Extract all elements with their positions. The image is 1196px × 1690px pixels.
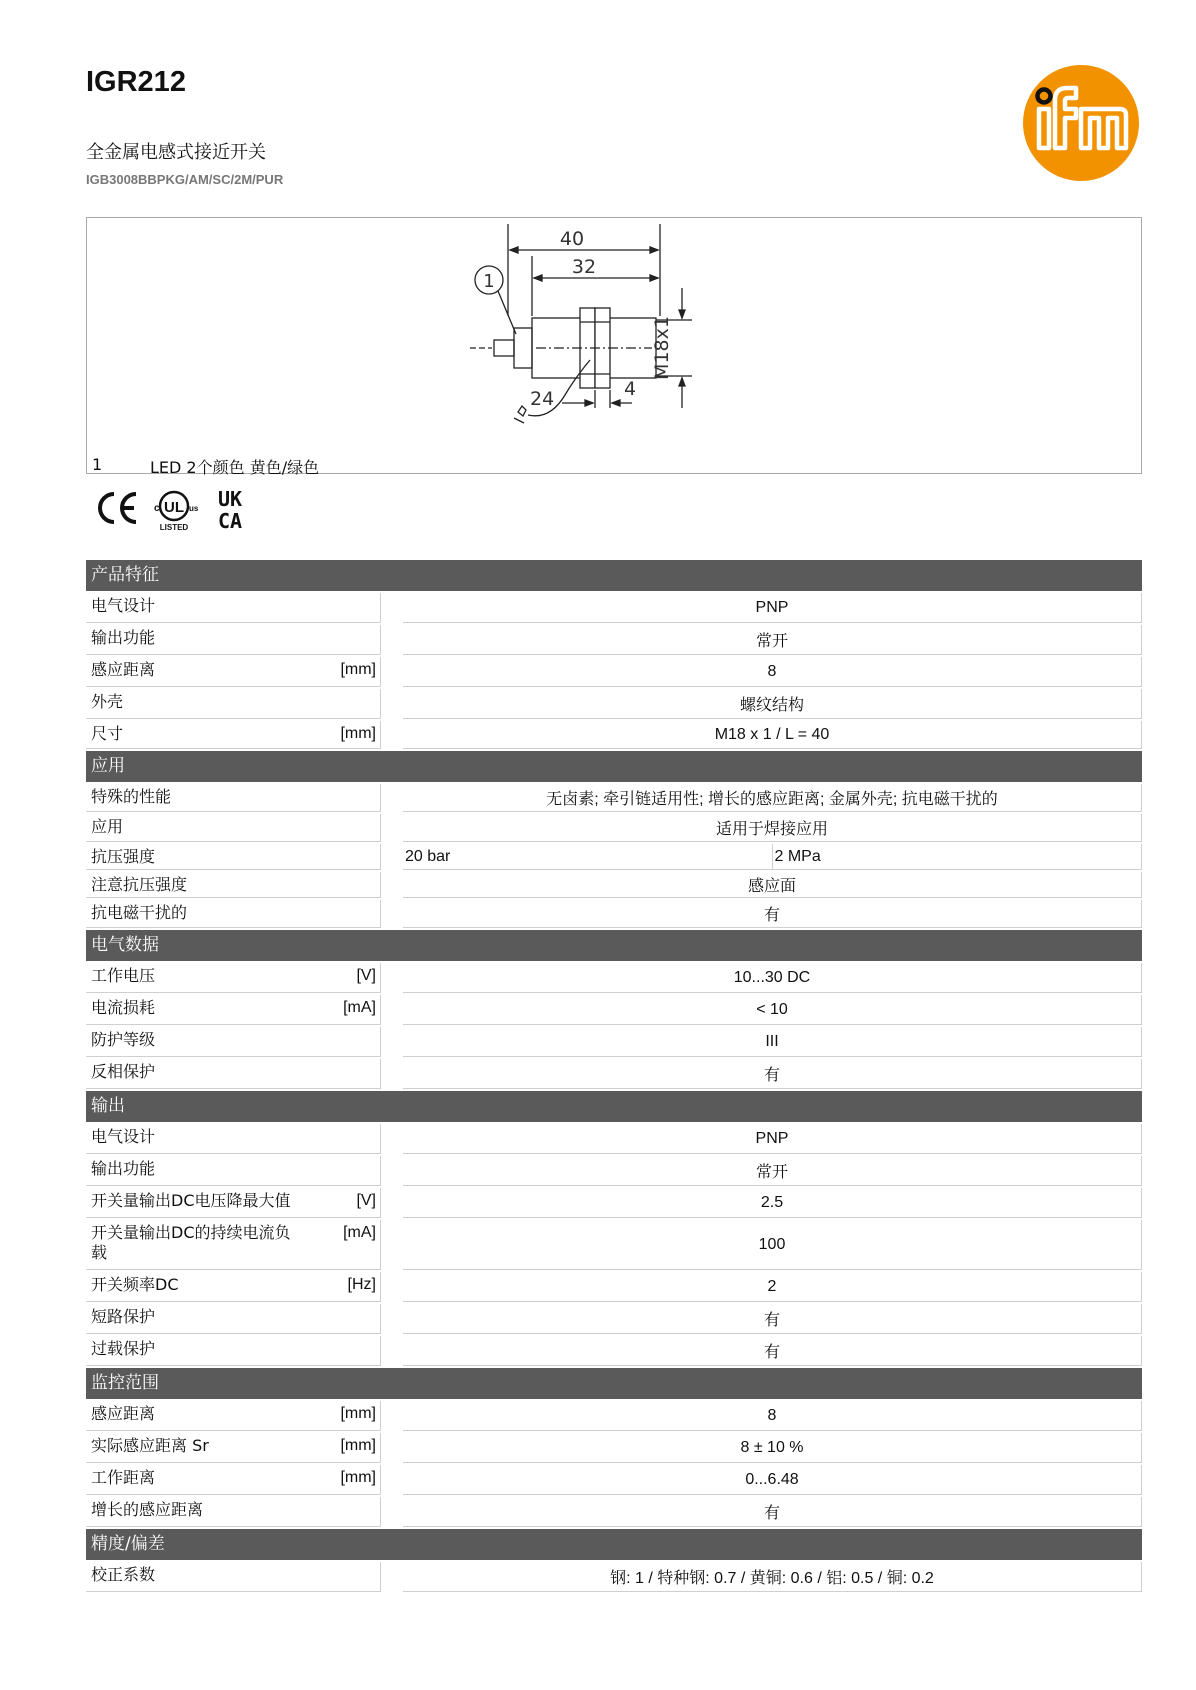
section-header: 精度/偏差 (86, 1529, 1142, 1560)
spec-value: 感应面 (403, 872, 1142, 898)
spec-row (86, 1401, 1142, 1431)
spec-label-cell (86, 1497, 381, 1527)
spec-row (86, 900, 1142, 928)
spec-value: 10...30 DC (403, 963, 1142, 993)
spec-label-cell (86, 784, 381, 812)
spec-label: 抗电磁干扰的 (91, 903, 188, 922)
dim-24: 24 (530, 388, 555, 410)
spec-label: 特殊的性能 (91, 787, 172, 806)
dim-4: 4 (624, 378, 637, 400)
svg-text:LISTED: LISTED (159, 523, 189, 532)
spec-row (86, 689, 1142, 719)
spec-value: 0...6.48 (403, 1465, 1142, 1495)
ukca-mark-icon (218, 487, 242, 533)
spec-label-cell (86, 593, 381, 623)
spec-label: 电气设计 (91, 1127, 156, 1146)
spec-label: 开关量输出DC电压降最大值 (91, 1191, 291, 1210)
spec-label-cell (86, 1220, 381, 1270)
spec-unit: [mm] (340, 725, 376, 742)
spec-row (86, 872, 1142, 898)
spec-label-cell (86, 995, 381, 1025)
spec-label: 应用 (91, 817, 124, 836)
spec-unit: [mm] (340, 1469, 376, 1486)
spec-row (86, 1124, 1142, 1154)
callout-number: 1 (483, 271, 495, 292)
spec-label: 电气设计 (91, 596, 156, 615)
spec-label: 抗压强度 (91, 847, 156, 866)
spec-label-cell (86, 657, 381, 687)
spec-label: 感应距离 (91, 660, 156, 679)
spec-label: 开关量输出DC的持续电流负载 (91, 1223, 291, 1262)
spec-label-cell (86, 1188, 381, 1218)
spec-value: PNP (403, 593, 1142, 623)
spec-label-cell (86, 963, 381, 993)
spec-value: 有 (403, 1497, 1142, 1527)
section-header: 产品特征 (86, 560, 1142, 591)
spec-unit: [mm] (340, 1405, 376, 1422)
section-header: 监控范围 (86, 1368, 1142, 1399)
spec-unit: [mA] (343, 1224, 376, 1241)
spec-label: 实际感应距离 Sr (91, 1436, 209, 1455)
spec-row (86, 1059, 1142, 1089)
spec-unit: [V] (356, 967, 376, 984)
spec-value: PNP (403, 1124, 1142, 1154)
spec-unit: [mm] (340, 661, 376, 678)
spec-label: 防护等级 (91, 1030, 156, 1049)
spec-value: 无卤素; 牵引链适用性; 增长的感应距离; 金属外壳; 抗电磁干扰的 (403, 784, 1142, 812)
spec-label-cell (86, 872, 381, 898)
product-subtitle: 全金属电感式接近开关 (86, 142, 266, 163)
dimension-drawing (470, 220, 750, 445)
spec-row (86, 1433, 1142, 1463)
spec-value: M18 x 1 / L = 40 (403, 721, 1142, 749)
spec-row (86, 625, 1142, 655)
spec-row (86, 1272, 1142, 1302)
spec-value: 有 (403, 1304, 1142, 1334)
spec-value: 8 ± 10 % (403, 1433, 1142, 1463)
product-code: IGB3008BBPKG/AM/SC/2M/PUR (86, 172, 284, 187)
spec-label-cell (86, 1336, 381, 1366)
spec-row (86, 1497, 1142, 1527)
spec-label-cell (86, 1124, 381, 1154)
spec-row (86, 657, 1142, 687)
spec-row (86, 1220, 1142, 1270)
dim-thread: M18x1 (651, 316, 673, 380)
spec-value: 常开 (403, 625, 1142, 655)
section-header: 输出 (86, 1091, 1142, 1122)
spec-label-cell (86, 689, 381, 719)
spec-label-cell (86, 844, 381, 870)
spec-value: 2.5 (403, 1188, 1142, 1218)
spec-label: 过载保护 (91, 1339, 156, 1358)
section-header: 应用 (86, 751, 1142, 782)
svg-text:c: c (154, 503, 160, 514)
spec-row (86, 995, 1142, 1025)
dim-40: 40 (559, 228, 585, 250)
spec-label-cell (86, 1465, 381, 1495)
spec-table (86, 560, 1142, 1594)
spec-value: 有 (403, 1059, 1142, 1089)
product-title: IGR212 (86, 66, 186, 98)
ce-mark-icon (100, 494, 136, 522)
spec-value: 螺纹结构 (403, 689, 1142, 719)
spec-row (86, 814, 1142, 842)
svg-text:UL: UL (164, 499, 184, 516)
spec-value: III (403, 1027, 1142, 1057)
spec-label: 工作电压 (91, 966, 156, 985)
spec-label: 输出功能 (91, 1159, 156, 1178)
spec-value: 2 MPa (773, 844, 1143, 870)
spec-row (86, 1304, 1142, 1334)
spec-row (86, 1465, 1142, 1495)
spec-label: 反相保护 (91, 1062, 156, 1081)
spec-label-cell (86, 1059, 381, 1089)
legend-number: 1 (92, 455, 103, 474)
spec-label: 输出功能 (91, 628, 156, 647)
spec-value: 100 (403, 1220, 1142, 1270)
spec-row (86, 1027, 1142, 1057)
spec-value: < 10 (403, 995, 1142, 1025)
spec-row (86, 1188, 1142, 1218)
spec-label-cell (86, 1027, 381, 1057)
spec-label: 增长的感应距离 (91, 1500, 204, 1519)
spec-row (86, 784, 1142, 812)
spec-value: 有 (403, 900, 1142, 928)
spec-row (86, 1156, 1142, 1186)
spec-label-cell (86, 721, 381, 749)
spec-label-cell (86, 814, 381, 842)
spec-unit: [mA] (343, 999, 376, 1016)
spec-row (86, 963, 1142, 993)
spec-value: 2 (403, 1272, 1142, 1302)
spec-label: 尺寸 (91, 724, 124, 743)
spec-row (86, 844, 1142, 870)
spec-label-cell (86, 1156, 381, 1186)
spec-label-cell (86, 1304, 381, 1334)
ul-listed-icon (154, 492, 199, 532)
spec-value: 8 (403, 1401, 1142, 1431)
spec-row (86, 593, 1142, 623)
spec-value: 钢: 1 / 特种钢: 0.7 / 黄铜: 0.6 / 铝: 0.5 / 铜: 0.2 (403, 1562, 1142, 1592)
spec-unit: [Hz] (347, 1276, 376, 1293)
svg-text:us: us (189, 504, 199, 513)
spec-label-cell (86, 1433, 381, 1463)
spec-value: 常开 (403, 1156, 1142, 1186)
spec-unit: [mm] (340, 1437, 376, 1454)
spec-label: 短路保护 (91, 1307, 156, 1326)
spec-label: 外壳 (91, 692, 124, 711)
spec-label-cell (86, 1272, 381, 1302)
spec-label-cell (86, 1562, 381, 1592)
section-header: 电气数据 (86, 930, 1142, 961)
dim-32: 32 (571, 256, 597, 278)
spec-label: 注意抗压强度 (91, 875, 188, 894)
spec-row (86, 1562, 1142, 1592)
spec-value: 有 (403, 1336, 1142, 1366)
spec-label: 电流损耗 (91, 998, 156, 1017)
spec-row (86, 721, 1142, 749)
spec-label-cell (86, 625, 381, 655)
spec-label: 开关频率DC (91, 1275, 179, 1294)
spec-value: 适用于焊接应用 (403, 814, 1142, 842)
spec-label: 工作距离 (91, 1468, 156, 1487)
ifm-logo (1022, 64, 1140, 182)
spec-value: 20 bar (403, 844, 773, 870)
spec-label-cell (86, 900, 381, 928)
spec-label: 感应距离 (91, 1404, 156, 1423)
svg-text:CA: CA (218, 509, 243, 533)
spec-label: 校正系数 (91, 1565, 156, 1584)
svg-text:UK: UK (218, 487, 243, 511)
legend-text: LED 2个颜色 黄色/绿色 (150, 458, 320, 477)
spec-value: 8 (403, 657, 1142, 687)
certification-marks (92, 484, 262, 534)
spec-label-cell (86, 1401, 381, 1431)
spec-unit: [V] (356, 1192, 376, 1209)
spec-row (86, 1336, 1142, 1366)
